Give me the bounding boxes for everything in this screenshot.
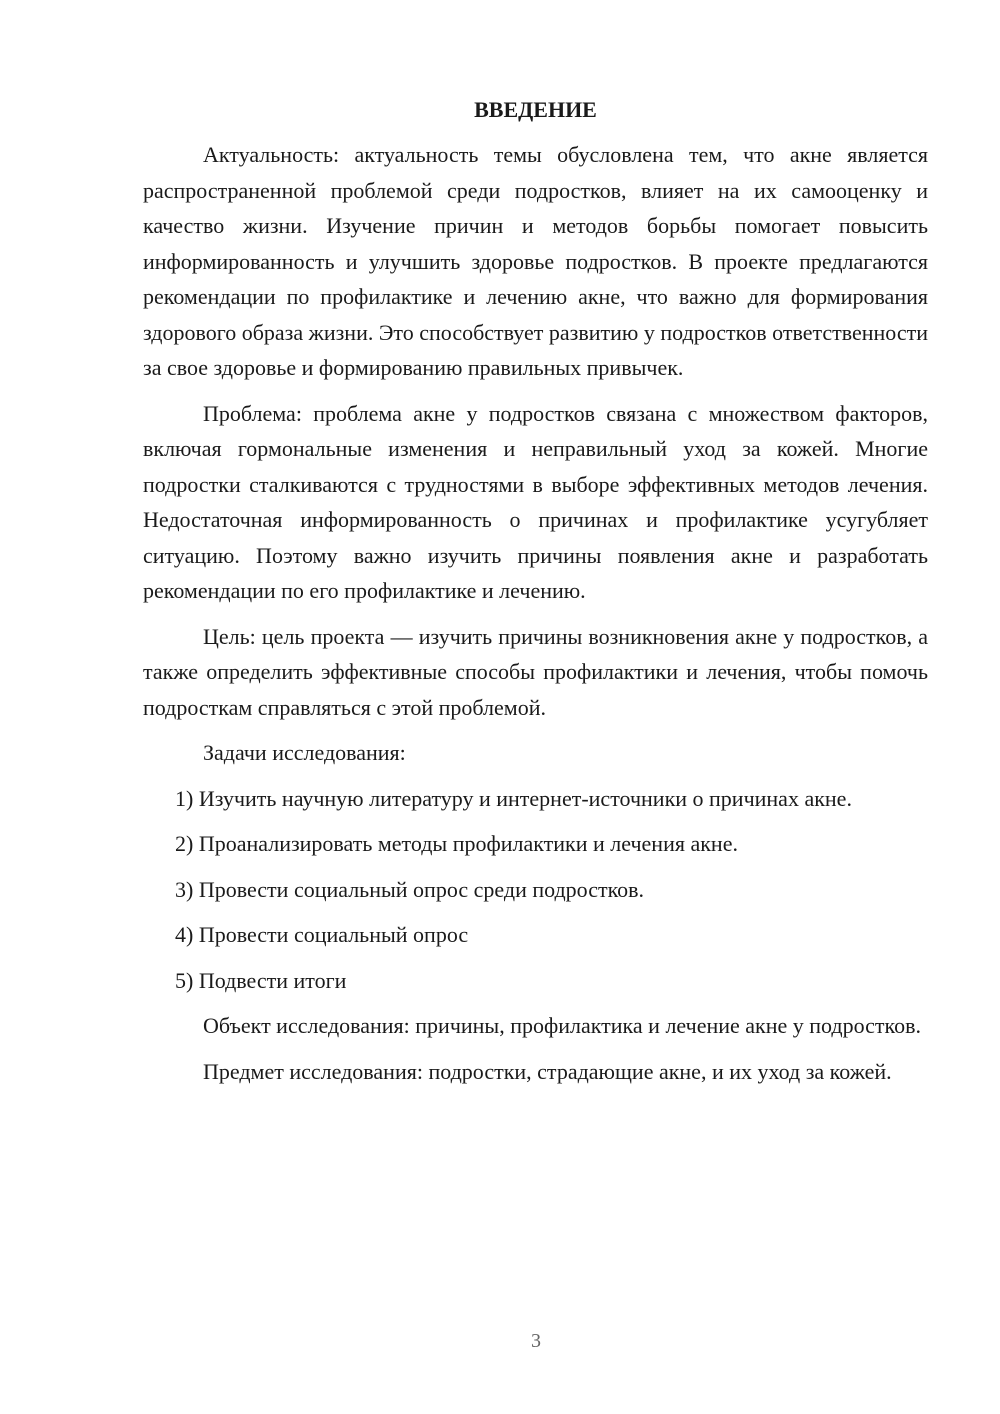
task-item-1: 1) Изучить научную литературу и интернет-источники о причинах акне.	[175, 785, 852, 811]
task-item-2: 2) Проанализировать методы профилактики и лечения акне.	[175, 831, 738, 856]
section-title: ВВЕДЕНИЕ	[474, 97, 597, 122]
goal-paragraph: Цель: цель проекта — изучить причины возникновения акне у подростков, а также определить эффективные способы профилактики и лечения, чтобы помочь подросткам справляться с этой проблемой.	[143, 623, 928, 720]
problem-paragraph: Проблема: проблема акне у подростков связана с множеством факторов, включая гормональные изменения и неправильный уход за кожей. Многие подростки сталкиваются с трудностями в выборе эффективных методов лечения. Недостаточная информированность о причинах и профилактике усугубляет ситуацию. Поэтому важно изучить причины появления акне и разработать рекомендации по его профилактике и лечению.	[143, 400, 928, 603]
subject-paragraph: Предмет исследования: подростки, страдающие акне, и их уход за кожей.	[203, 1058, 892, 1084]
task-item-4: 4) Провести социальный опрос	[175, 922, 469, 947]
page-content	[143, 92, 928, 1099]
object-paragraph: Объект исследования: причины, профилактика и лечение акне у подростков.	[203, 1013, 921, 1038]
task-item-5: 5) Подвести итоги	[175, 967, 347, 993]
page-number: 3	[531, 1330, 541, 1352]
tasks-heading: Задачи исследования:	[203, 740, 406, 765]
relevance-paragraph: Актуальность: актуальность темы обусловлена тем, что акне является распространенной проблемой среди подростков, влияет на их самооценку и качество жизни. Изучение причин и методов борьбы помогает повысить информированность и улучшить здоровье подростков. В проекте предлагаются рекомендации по профилактике и лечению акне, что важно для формирования здорового образа жизни. Это способствует развитию у подростков ответственности за свое здоровье и формированию правильных привычек.	[143, 142, 928, 380]
task-item-3: 3) Провести социальный опрос среди подростков.	[175, 876, 645, 902]
